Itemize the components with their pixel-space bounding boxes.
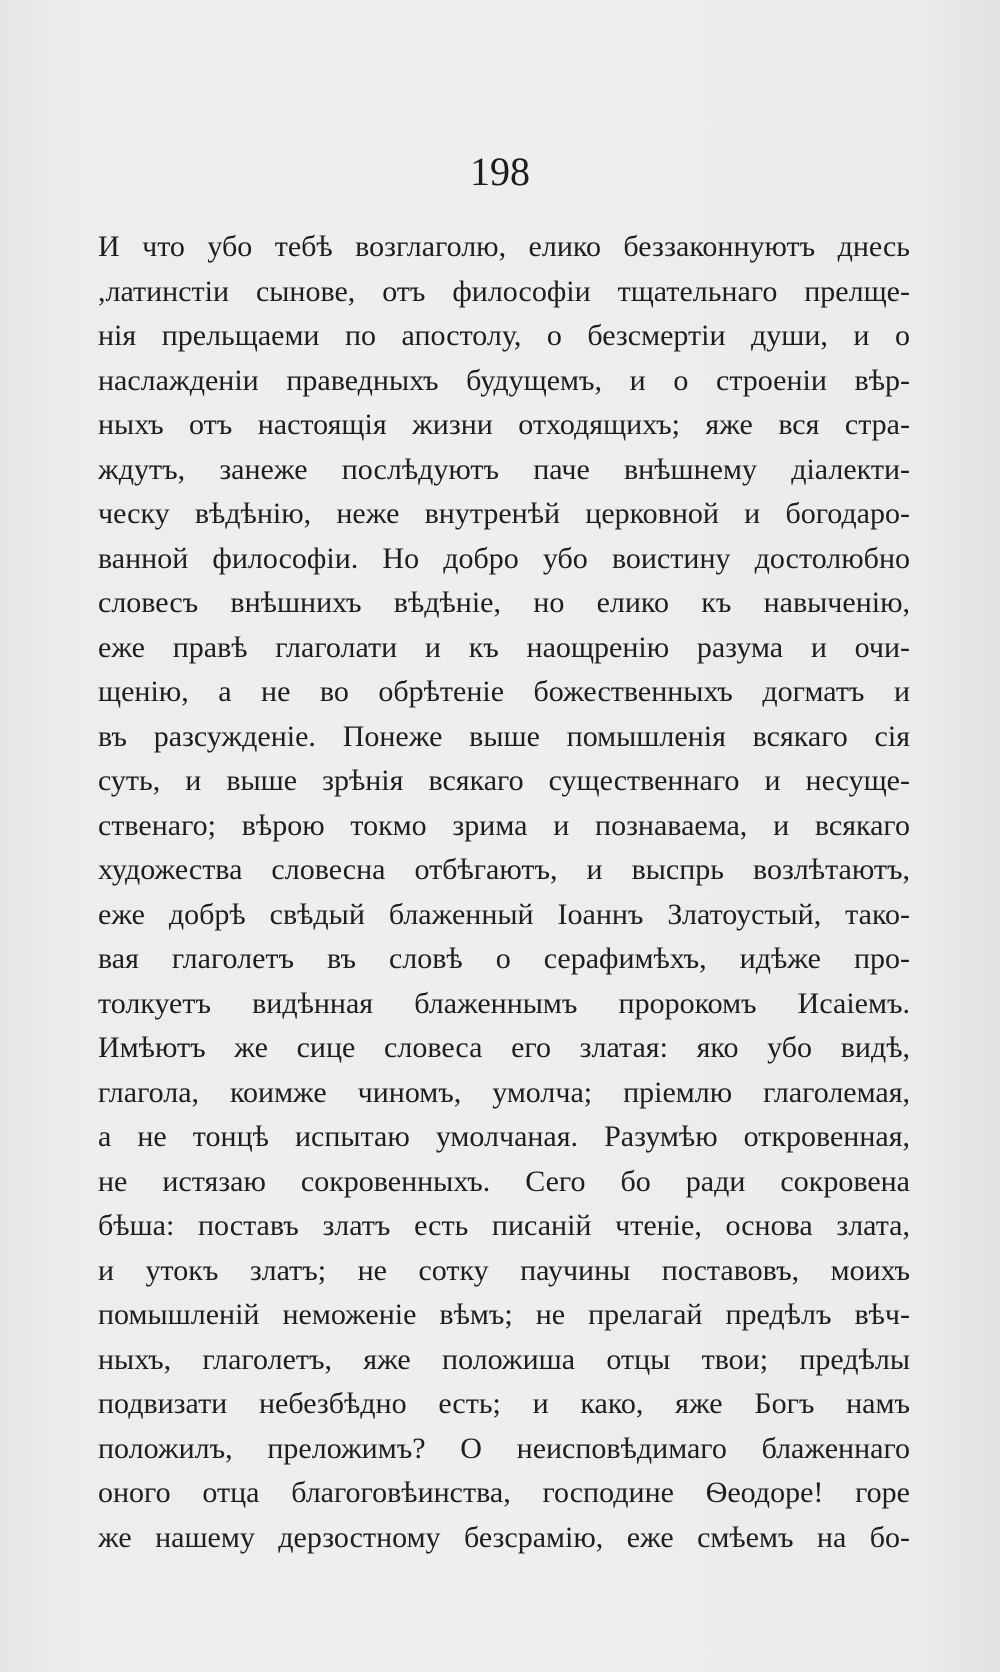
text-line: подвизати небезбѣдно есть; и како, яже Богъ намъ — [98, 1387, 910, 1420]
text-line: еже правѣ глаголати и къ наощренію разума и очи- — [98, 630, 910, 664]
text-line: Имѣютъ же сице словеса его златая: яко убо видѣ, — [98, 1031, 910, 1064]
text-line: художества словесна отбѣгаютъ, и выспрь возлѣтаютъ, — [98, 853, 910, 886]
text-line: бѣша: поставъ златъ есть писаній чтеніе, основа злата, — [98, 1209, 910, 1242]
text-line: ванной философіи. Но добро убо воистину достолюбно — [98, 541, 910, 575]
body-text — [98, 225, 910, 1560]
text-line: а не тонцѣ испытаю умолчаная. Разумѣю откровенная, — [98, 1120, 910, 1153]
text-line: оного отца благоговѣинства, господине Ѳеодоре! горе — [98, 1476, 910, 1509]
text-line: наслажденіи праведныхъ будущемъ, и о строеніи вѣр- — [98, 363, 910, 397]
text-line: глагола, коимже чиномъ, умолча; пріемлю глаголемая, — [98, 1075, 910, 1109]
text-line: И что убо тебѣ возглаголю, елико беззаконнуютъ днесь — [98, 230, 910, 263]
text-line: ныхъ, глаголетъ, яже положиша отцы твои; предѣлы — [98, 1342, 910, 1376]
text-line: вая глаголетъ въ словѣ о серафимѣхъ, идѣже про- — [98, 942, 910, 975]
text-line: нія прельщаеми по апостолу, о безсмертіи души, и о — [98, 319, 910, 352]
text-line: въ разсужденіе. Понеже выше помышленія всякаго сія — [98, 719, 910, 753]
page-number: 198 — [470, 149, 530, 194]
text-line: ственаго; вѣрою токмо зрима и познаваема, и всякаго — [98, 808, 910, 842]
text-line: помышленій неможеніе вѣмъ; не прелагай предѣлъ вѣч- — [98, 1298, 910, 1331]
text-line: еже добрѣ свѣдый блаженный Іоаннъ Златоустый, тако- — [98, 897, 910, 931]
text-line: словесъ внѣшнихъ вѣдѣніе, но елико къ навыченію, — [98, 586, 910, 619]
text-line: не истязаю сокровенныхъ. Сего бо ради сокровена — [98, 1164, 910, 1198]
text-line: же нашему дерзостному безсрамію, еже смѣемъ на бо- — [98, 1520, 910, 1554]
text-line: суть, и выше зрѣнія всякаго существеннаго и несуще- — [98, 764, 910, 797]
text-line: толкуетъ видѣнная блаженнымъ пророкомъ Исаіемъ. — [98, 986, 910, 1020]
text-line: щенію, а не во обрѣтеніе божественныхъ догматъ и — [98, 675, 910, 708]
text-line: положилъ, преложимъ? О неисповѣдимаго блаженнаго — [98, 1431, 910, 1465]
text-line: и утокъ златъ; не сотку паучины поставовъ, моихъ — [98, 1253, 910, 1287]
text-line: ныхъ отъ настоящія жизни отходящихъ; яже вся стра- — [98, 408, 910, 441]
text-line: ждутъ, занеже послѣдуютъ паче внѣшнему діалекти- — [98, 452, 910, 486]
text-line: ческу вѣдѣнію, неже внутренѣй церковной и богодаро- — [98, 497, 910, 530]
text-line: ,латинстіи сынове, отъ философіи тщательнаго прелще- — [98, 274, 910, 308]
